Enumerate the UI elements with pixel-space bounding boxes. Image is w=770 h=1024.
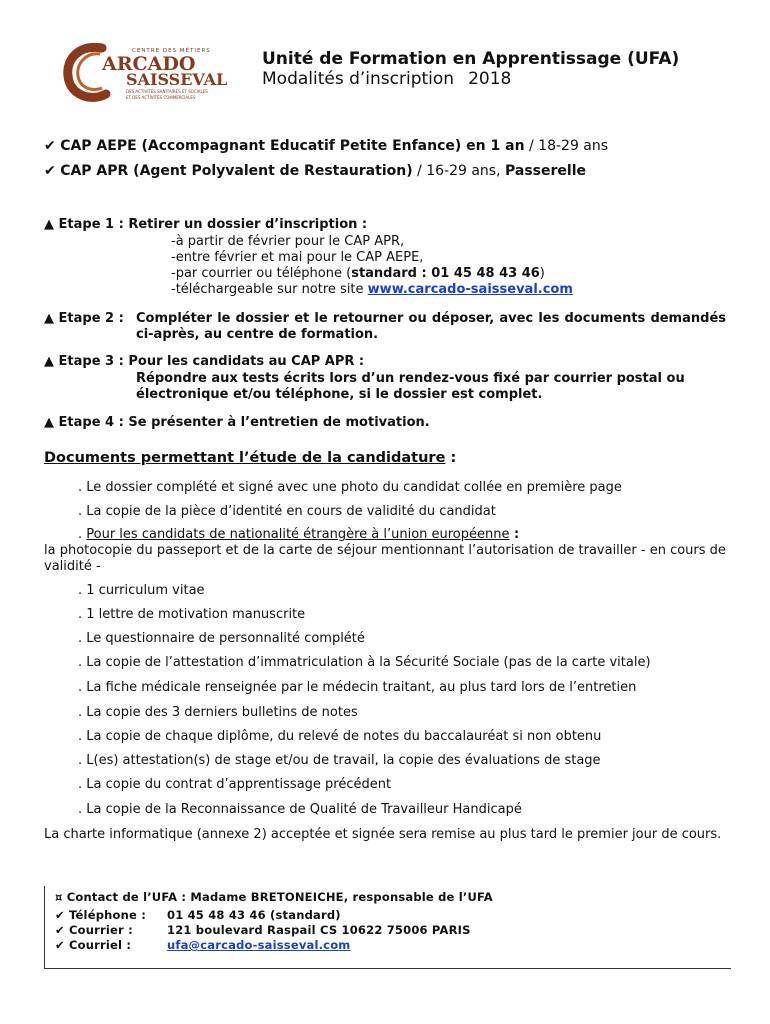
documents-title-suffix: : — [445, 450, 457, 466]
step-3-header — [44, 354, 364, 369]
foreign-title: Pour les candidats de nationalité étrangère à l’union européenne — [86, 527, 510, 542]
step-1-label: Etape 1 : — [58, 217, 124, 232]
cap-aepe-line — [44, 138, 608, 154]
cap-apr-name: CAP APR (Agent Polyvalent de Restauration) — [60, 163, 413, 179]
logo-top-text: CENTRE DES MÉTIERS — [132, 48, 211, 54]
cap-apr-detail: / 16-29 ans, — [412, 163, 506, 179]
step-1-phone-suffix: ) — [539, 266, 545, 281]
step-1-item: -entre février et mai pour le CAP AEPE, — [171, 250, 424, 265]
step-2-text: Compléter le dossier et le retourner ou déposer, avec les documents demandés ci-après, au centre de formation. — [136, 311, 726, 342]
document-item-foreign — [78, 527, 738, 543]
carcado-saisseval-logo — [62, 40, 230, 106]
subtitle-year: 2018 — [468, 69, 512, 89]
contact-email-label: ✔ Courriel : — [55, 938, 132, 952]
bullet-icon: ¤ — [55, 890, 63, 904]
document-item: . La copie de chaque diplôme, du relevé de notes du baccalauréat si non obtenu — [78, 729, 602, 744]
triangle-up-icon: ▲ — [44, 311, 54, 326]
document-item: . La fiche médicale renseignée par le médecin traitant, au plus tard lors de l’entretien — [78, 680, 637, 695]
page-title: Unité de Formation en Apprentissage (UFA) — [262, 49, 680, 69]
contact-phone-line — [55, 908, 341, 922]
step-1-phone-prefix: -par courrier ou téléphone ( — [171, 266, 352, 281]
contact-mail-value: 121 boulevard Raspail CS 10622 75006 PARIS — [167, 923, 471, 937]
closing-note: La charte informatique (annexe 2) acceptée et signée sera remise au plus tard le premier jour de cours. — [44, 827, 722, 842]
step-1 — [44, 217, 367, 232]
document-item: . Le dossier complété et signé avec une photo du candidat collée en première page — [78, 480, 622, 495]
step-1-text: Retirer un dossier d’inscription : — [128, 217, 368, 232]
document-item: . La copie de la pièce d’identité en cours de validité du candidat — [78, 504, 496, 519]
contact-email-link[interactable]: ufa@carcado-saisseval.com — [167, 938, 351, 952]
step-3-text: Pour les candidats au CAP APR : — [128, 354, 365, 369]
foreign-prefix: . — [78, 527, 87, 542]
documents-title: Documents permettant l’étude de la candidature — [44, 450, 446, 466]
step-3-detail: Répondre aux tests écrits lors d’un rendez-vous fixé par courrier postal ou électronique et/ou téléphone, si le dossier est complet. — [136, 371, 685, 402]
logo-name-line1: ARCADO — [102, 53, 196, 75]
step-1-item: -à partir de février pour le CAP APR, — [171, 234, 405, 249]
step-1-download-line — [171, 282, 573, 298]
document-item: . La copie de la Reconnaissance de Qualité de Travailleur Handicapé — [78, 802, 522, 817]
contact-mail-label: ✔ Courrier : — [55, 923, 133, 937]
document-item: . La copie des 3 derniers bulletins de notes — [78, 705, 358, 720]
triangle-up-icon: ▲ — [44, 354, 54, 369]
step-2-header — [44, 311, 124, 326]
step-4 — [44, 415, 430, 430]
cap-aepe-name: CAP AEPE (Accompagnant Educatif Petite Enfance) en 1 an — [60, 138, 525, 154]
cap-apr-extra: Passerelle — [505, 163, 587, 179]
contact-email-line — [55, 938, 351, 952]
step-1-phone-number: standard : 01 45 48 43 46 — [351, 266, 540, 281]
contact-heading-line — [55, 890, 493, 904]
step-2-label: Etape 2 : — [58, 311, 124, 326]
document-item: . La copie du contrat d’apprentissage précédent — [78, 777, 392, 792]
cap-aepe-detail: / 18-29 ans — [524, 138, 609, 154]
document-item: . 1 lettre de motivation manuscrite — [78, 607, 306, 622]
page-subtitle — [262, 69, 511, 89]
foreign-text: la photocopie du passeport et de la carte de séjour mentionnant l’autorisation de travailler - en cours de validité - — [44, 543, 726, 574]
triangle-up-icon: ▲ — [44, 217, 54, 232]
document-item: . L(es) attestation(s) de stage et/ou de travail, la copie des évaluations de stage — [78, 753, 601, 768]
contact-heading: Contact de l’UFA : Madame BRETONEICHE, responsable de l’UFA — [66, 890, 493, 904]
triangle-up-icon: ▲ — [44, 415, 54, 430]
document-item: . La copie de l’attestation d’immatriculation à la Sécurité Sociale (pas de la carte vitale) — [78, 655, 651, 670]
cap-apr-line — [44, 163, 586, 179]
logo-bottom-line1: DES ACTIVITÉS SANITAIRES ET SOCIALES — [126, 89, 208, 94]
documents-heading — [44, 450, 456, 466]
contact-box — [44, 886, 731, 969]
logo-c-emblem — [68, 47, 106, 97]
foreign-colon: : — [509, 527, 520, 542]
check-icon: ✔ — [44, 163, 56, 179]
step-1-download-prefix: -téléchargeable sur notre site — [171, 282, 368, 297]
contact-mail-line — [55, 923, 471, 937]
contact-phone-label: ✔ Téléphone : — [55, 908, 147, 922]
subtitle-text: Modalités d’inscription — [262, 69, 455, 89]
website-link[interactable]: www.carcado-saisseval.com — [367, 282, 573, 297]
step-4-label: Etape 4 : — [58, 415, 124, 430]
contact-phone-value: 01 45 48 43 46 (standard) — [167, 908, 341, 922]
check-icon: ✔ — [44, 138, 56, 154]
step-3-label: Etape 3 : — [58, 354, 124, 369]
document-item: . 1 curriculum vitae — [78, 583, 205, 598]
step-4-text: Se présenter à l’entretien de motivation. — [128, 415, 430, 430]
step-1-phone-line — [171, 266, 545, 282]
document-item: . Le questionnaire de personnalité complété — [78, 631, 365, 646]
logo-bottom-line2: ET DES ACTIVITÉS COMMERCIALES — [126, 95, 196, 100]
logo-name-line2: SAISSEVAL — [126, 70, 228, 89]
